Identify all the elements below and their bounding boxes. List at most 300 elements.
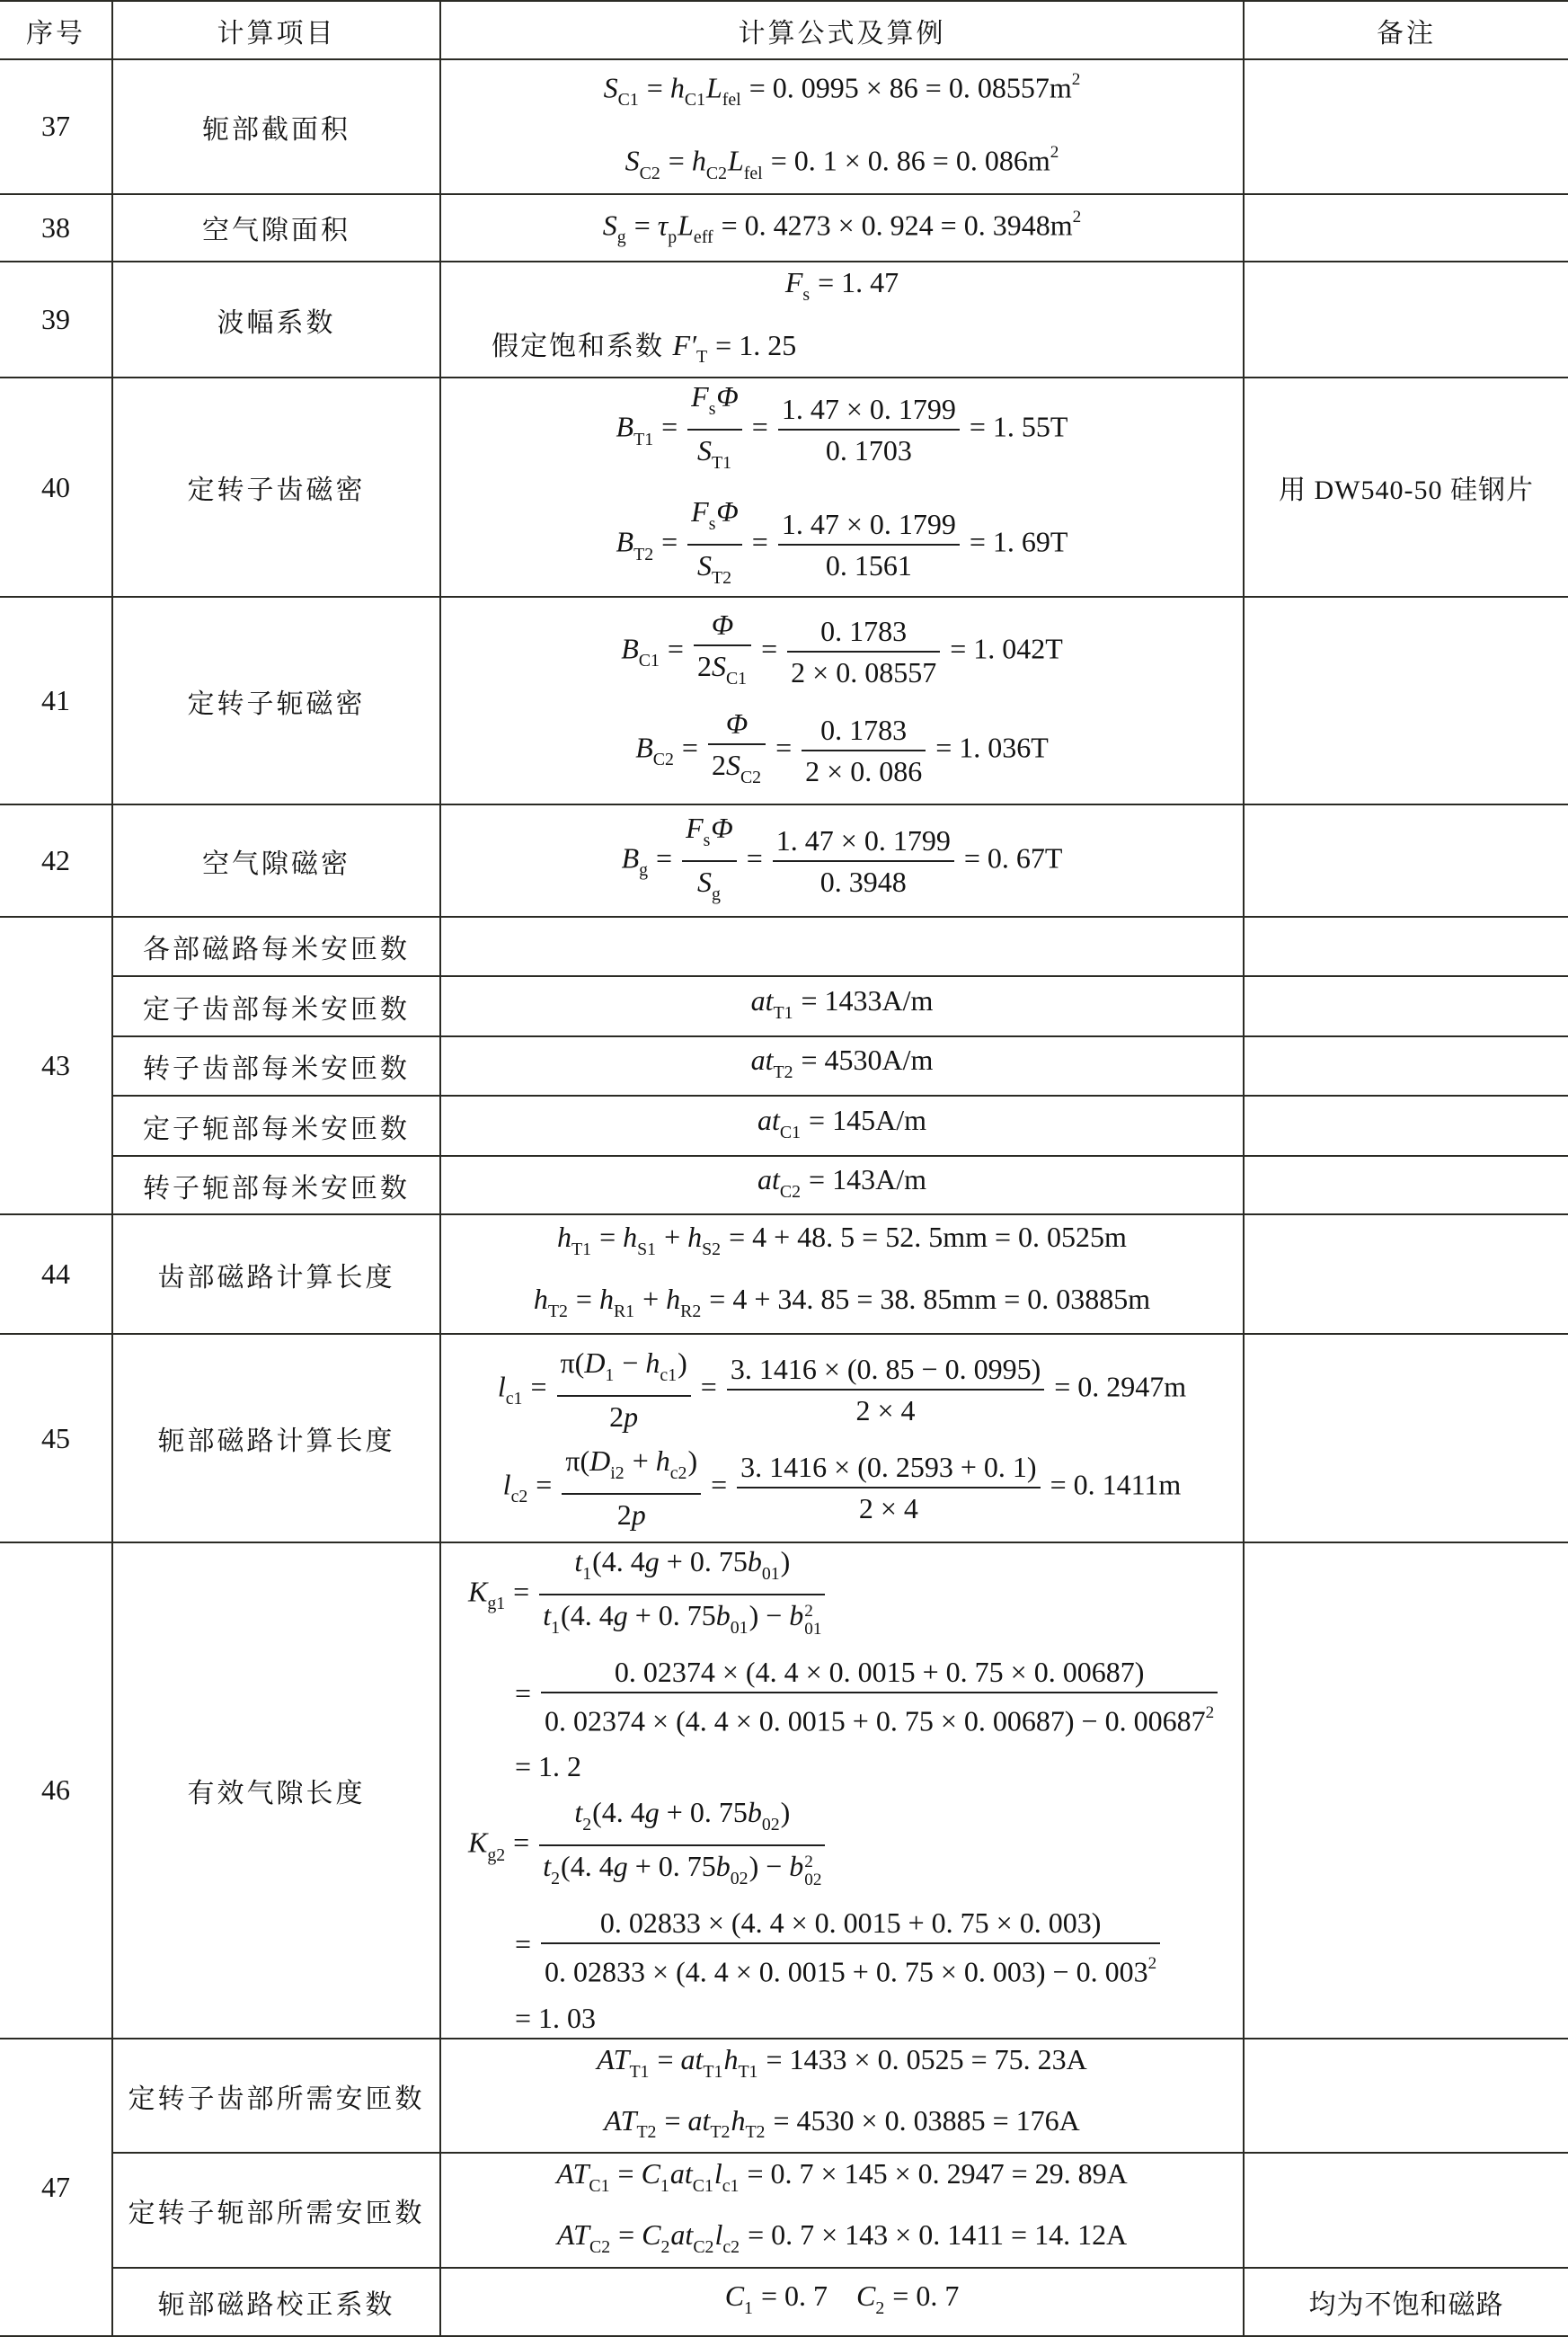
math-variable: h — [645, 1346, 660, 1379]
math-variable: p — [631, 1497, 646, 1531]
formula-cell — [440, 976, 1244, 1036]
math-variable: h — [623, 1221, 638, 1254]
math-variable: h — [691, 144, 706, 177]
subscript: 01 — [804, 1619, 822, 1639]
subscript: C2 — [740, 767, 762, 787]
fraction — [778, 506, 960, 583]
subscript: 02 — [761, 1815, 780, 1835]
subscript: T2 — [710, 2122, 731, 2143]
formula-text: = — [744, 410, 775, 443]
formula-text: + 0. 75 — [659, 1796, 748, 1829]
math-variable: C — [856, 2279, 876, 2313]
formula-text: = — [506, 1575, 537, 1608]
row-number: 37 — [0, 59, 112, 194]
formula-text: = 0. 1411m — [1042, 1467, 1182, 1500]
fraction-numerator — [727, 1351, 1044, 1391]
note-cell — [1244, 1214, 1568, 1334]
formula-text: 1. 47 × 0. 1799 — [781, 508, 956, 541]
item-label: 定子轭部每米安匝数 — [112, 1096, 440, 1156]
subscript: T2 — [636, 2122, 657, 2143]
fraction-numerator — [541, 1905, 1160, 1944]
fraction — [539, 1543, 825, 1646]
math-variable: b — [789, 1599, 804, 1632]
subscript: 1 — [744, 2298, 753, 2319]
formula-text: = — [654, 410, 686, 443]
fraction — [687, 378, 742, 481]
formula-text: 0. 02374 × (4. 4 × 0. 0015 + 0. 75 × 0. 00687) − 0. 00687 — [545, 1704, 1206, 1737]
formula-text: = 1. 55T — [961, 410, 1068, 443]
formula-text: 0. 02833 × (4. 4 × 0. 0015 + 0. 75 × 0. 003) — [599, 1906, 1102, 1940]
subscript: R2 — [680, 1302, 702, 1322]
formula-text: + — [657, 1221, 688, 1254]
formula-text: = 4 + 34. 85 = 38. 85mm = 0. 03885m — [702, 1283, 1151, 1316]
formula-line — [441, 133, 1243, 192]
item-label: 转子轭部每米安匝数 — [112, 1156, 440, 1214]
math-variable: at — [750, 983, 774, 1017]
item-label: 定转子齿部所需安匝数 — [112, 2039, 440, 2154]
table-row — [0, 1036, 1568, 1096]
table-row — [0, 917, 1568, 976]
math-variable: F — [784, 265, 803, 298]
superscript: 2 — [1072, 207, 1082, 227]
subscript: c1 — [505, 1388, 523, 1408]
formula-text: = — [654, 525, 686, 558]
math-variable: B — [616, 525, 634, 558]
subscript: fel — [743, 163, 763, 183]
formula-text: ) — [780, 1796, 791, 1829]
subscript: i2 — [610, 1462, 625, 1483]
math-variable: l — [497, 1370, 506, 1403]
math-variable: t — [543, 1599, 552, 1632]
subscript: T2 — [633, 544, 654, 564]
math-variable: C — [641, 2157, 660, 2190]
table-row — [0, 1334, 1568, 1542]
item-label: 定转子齿磁密 — [112, 378, 440, 597]
formula-line — [441, 2039, 1243, 2092]
formula-line — [441, 1654, 1243, 1738]
fraction — [787, 613, 940, 690]
formula-text: 2 × 4 — [858, 1491, 918, 1524]
formula-text: (4. 4 — [592, 1545, 645, 1578]
superscript: 2 — [804, 1601, 813, 1621]
superscript: 2 — [1071, 70, 1081, 89]
fraction-numerator — [682, 810, 737, 862]
row-number: 44 — [0, 1214, 112, 1334]
formula-text: = 143A/m — [802, 1162, 926, 1195]
formula-text: = — [610, 2157, 642, 2190]
item-label: 定转子轭磁密 — [112, 597, 440, 804]
formula-text: 0. 1783 — [820, 713, 908, 746]
formula-text: 3. 1416 × (0. 85 − 0. 0995) — [730, 1352, 1041, 1385]
fraction-denominator — [541, 1693, 1218, 1738]
fraction-denominator — [773, 862, 954, 900]
math-variable: B — [621, 841, 640, 874]
math-variable: h — [533, 1283, 548, 1316]
row-number: 42 — [0, 804, 112, 917]
fraction-numerator — [541, 1654, 1218, 1693]
math-variable: S — [625, 144, 640, 177]
formula-cell — [440, 2268, 1244, 2336]
subscript: c2 — [510, 1486, 528, 1506]
formula-text: = 0. 4273 × 0. 924 = 0. 3948m — [713, 209, 1073, 242]
note-cell — [1244, 2039, 1568, 2154]
formula-cell — [440, 1036, 1244, 1096]
header-formula-and-example: 计算公式及算例 — [440, 1, 1244, 59]
math-variable: C — [642, 2218, 661, 2252]
subscript: C1 — [692, 2176, 713, 2197]
note-cell — [1244, 1156, 1568, 1214]
row-number: 41 — [0, 597, 112, 804]
formula-text: 0. 1783 — [820, 614, 908, 647]
formula-text: = 0. 0995 × 86 = 0. 08557m — [741, 71, 1072, 104]
subscript: 01 — [761, 1564, 780, 1585]
math-variable: F — [691, 495, 709, 529]
subscript: g1 — [487, 1594, 506, 1614]
math-variable: p — [624, 1400, 639, 1433]
formula-text: = — [657, 2103, 688, 2137]
fraction-denominator — [737, 1488, 1040, 1526]
table-row — [0, 1542, 1568, 2038]
math-variable: at — [757, 1103, 780, 1136]
formula-text: = 145A/m — [802, 1103, 926, 1136]
formula-text: ) — [687, 1444, 698, 1477]
table-row — [0, 194, 1568, 262]
fraction-denominator — [557, 1397, 691, 1435]
formula-text: = — [506, 1826, 537, 1859]
formula-text: + — [625, 1444, 656, 1477]
item-label: 定转子轭部所需安匝数 — [112, 2153, 440, 2268]
math-variable: K — [468, 1575, 488, 1608]
table-row — [0, 59, 1568, 194]
subscript: C2 — [652, 749, 674, 769]
formula-line — [441, 1543, 1243, 1646]
formula-text: 0. 02833 × (4. 4 × 0. 0015 + 0. 75 × 0. 003) − 0. 003 — [545, 1955, 1148, 1988]
table-row — [0, 804, 1568, 917]
subscript: T1 — [571, 1240, 592, 1260]
math-variable: F′ — [672, 328, 697, 361]
note-cell — [1244, 262, 1568, 378]
formula-text: = 0. 67T — [956, 841, 1063, 874]
fraction-numerator — [778, 391, 960, 431]
formula-text: = 4530 × 0. 03885 = 176A — [766, 2103, 1080, 2137]
subscript: 1 — [551, 1618, 561, 1638]
formula-text: = 1433A/m — [793, 983, 934, 1017]
subscript: 02 — [804, 1870, 822, 1889]
formula-text: ) − — [749, 1599, 790, 1632]
subscript: T1 — [703, 2061, 723, 2082]
subscript: p — [668, 227, 678, 248]
fraction — [708, 706, 766, 795]
formula-text: = 1. 25 — [708, 328, 797, 361]
subscript-superscript — [804, 1603, 821, 1639]
fraction-denominator — [778, 546, 960, 583]
formula-text: 1. 47 × 0. 1799 — [781, 393, 956, 426]
math-variable: b — [715, 1850, 731, 1883]
formula-text: ) − — [749, 1850, 790, 1883]
math-variable: at — [669, 2157, 693, 2190]
formula-cell — [440, 1542, 1244, 2038]
math-variable: F — [691, 380, 709, 413]
subscript: T — [696, 347, 708, 368]
subscript: T1 — [711, 453, 731, 474]
math-variable: g — [644, 1545, 660, 1578]
math-variable: at — [670, 2218, 694, 2252]
math-variable: b — [747, 1796, 762, 1829]
math-variable: Φ — [711, 811, 733, 844]
formula-text: = 1. 03 — [515, 2001, 597, 2034]
formula-text: = — [611, 2218, 642, 2252]
formula-text: = — [744, 525, 775, 558]
math-variable: t — [543, 1850, 552, 1883]
fraction — [682, 810, 737, 912]
row-number: 46 — [0, 1542, 112, 2038]
subscript: C2 — [589, 2237, 611, 2258]
subscript: g — [639, 859, 649, 880]
formula-cell — [440, 917, 1244, 976]
formula-text: + 0. 75 — [627, 1850, 716, 1883]
subscript: C2 — [705, 163, 727, 183]
fraction — [687, 493, 742, 596]
formula-text: 2 — [696, 649, 712, 682]
math-variable: AT — [604, 2103, 637, 2137]
math-variable: at — [757, 1162, 780, 1195]
subscript: 1 — [605, 1364, 615, 1385]
formula-text: = 1. 042T — [943, 632, 1063, 665]
math-variable: h — [655, 1444, 670, 1477]
math-variable: D — [589, 1444, 611, 1477]
formula-text: = 0. 7 × 143 × 0. 1411 = 14. 12A — [740, 2218, 1128, 2252]
subscript: g2 — [487, 1844, 506, 1865]
table-row — [0, 976, 1568, 1036]
fraction-denominator — [562, 1495, 701, 1533]
subscript: c2 — [722, 2237, 740, 2258]
subscript: C2 — [693, 2237, 714, 2258]
subscript: C1 — [779, 1122, 802, 1142]
fraction-numerator — [694, 607, 751, 646]
formula-text: ) — [678, 1346, 687, 1379]
row-number: 47 — [0, 2039, 112, 2337]
math-variable: L — [705, 71, 722, 104]
fraction-denominator — [687, 546, 742, 596]
formula-line — [441, 2215, 1243, 2267]
formula-line — [441, 2276, 1243, 2328]
formula-text: = — [523, 1370, 554, 1403]
subscript: g — [616, 227, 626, 248]
subscript: T2 — [547, 1302, 568, 1322]
math-variable: l — [502, 1467, 511, 1500]
formula-text: + 0. 75 — [627, 1599, 716, 1632]
formula-text: = — [704, 1467, 735, 1500]
formula-text: (4. 4 — [592, 1796, 645, 1829]
formula-line — [441, 1794, 1243, 1897]
math-variable: C — [724, 2279, 745, 2313]
formula-text: = — [626, 209, 658, 242]
formula-line — [441, 198, 1243, 257]
formula-text: 0. 3948 — [819, 865, 907, 898]
formula-text: − — [615, 1346, 646, 1379]
subscript: S1 — [637, 1240, 657, 1260]
formula-text: = — [768, 730, 800, 763]
fraction-denominator — [708, 745, 766, 795]
math-variable: D — [584, 1346, 606, 1379]
math-variable: at — [687, 2103, 711, 2137]
subscript: C1 — [617, 90, 639, 111]
row-number: 40 — [0, 378, 112, 597]
fraction — [737, 1449, 1040, 1526]
subscript: 2 — [875, 2298, 885, 2319]
note-cell — [1244, 2153, 1568, 2268]
fraction — [773, 822, 954, 900]
fraction-denominator — [687, 431, 742, 481]
math-variable: g — [613, 1850, 628, 1883]
formula-text: = 0. 7 — [885, 2279, 960, 2313]
header-row — [0, 1, 1568, 59]
math-variable: b — [789, 1850, 804, 1883]
subscript: s — [708, 399, 716, 420]
note-cell — [1244, 1334, 1568, 1542]
formula-text: 2 × 0. 08557 — [791, 655, 937, 689]
math-variable: Φ — [716, 495, 739, 529]
math-variable: K — [468, 1826, 488, 1859]
fraction-numerator — [787, 613, 940, 653]
fraction-numerator — [773, 822, 954, 862]
table-row — [0, 597, 1568, 804]
table-row — [0, 1156, 1568, 1214]
item-label: 齿部磁路计算长度 — [112, 1214, 440, 1334]
formula-line — [441, 1998, 1243, 2038]
formula-text: 0. 02374 × (4. 4 × 0. 0015 + 0. 75 × 0. 00687) — [614, 1656, 1145, 1688]
math-variable: Φ — [711, 608, 734, 641]
fraction-numerator — [562, 1443, 701, 1495]
math-variable: h — [669, 71, 685, 104]
fraction-denominator — [539, 1846, 825, 1897]
superscript: 2 — [1050, 143, 1059, 163]
math-variable: b — [715, 1599, 731, 1632]
subscript: C1 — [589, 2176, 610, 2197]
formula-text: 0. 1703 — [825, 434, 912, 467]
formula-text: = 0. 7 — [753, 2279, 856, 2313]
formula-text: 3. 1416 × (0. 2593 + 0. 1) — [740, 1450, 1037, 1483]
formula-text: = — [754, 632, 785, 665]
subscript: T2 — [773, 1062, 793, 1083]
formula-chinese-text: 假定饱和系数 — [492, 331, 673, 361]
formula-text: = 1. 69T — [961, 525, 1068, 558]
formula-text: = 0. 7 × 145 × 0. 2947 = 29. 89A — [740, 2157, 1128, 2190]
math-variable: F — [686, 811, 704, 844]
fraction — [541, 1905, 1160, 1989]
formula-text: 2 — [711, 748, 726, 781]
formula-line — [441, 1040, 1243, 1092]
formula-line — [441, 493, 1243, 596]
formula-cell — [440, 597, 1244, 804]
formula-text: = — [515, 1927, 539, 1960]
formula-text: π( — [565, 1444, 590, 1477]
header-calculation-item: 计算项目 — [112, 1, 440, 59]
subscript: C1 — [638, 650, 660, 671]
math-variable: h — [731, 2103, 746, 2137]
subscript: S2 — [702, 1240, 722, 1260]
formula-text: = — [592, 1221, 624, 1254]
math-variable: Φ — [716, 380, 739, 413]
superscript: 2 — [1147, 1954, 1157, 1974]
note-cell — [1244, 917, 1568, 976]
fraction-numerator — [778, 506, 960, 546]
formula-cell — [440, 2039, 1244, 2154]
math-variable: L — [678, 209, 694, 242]
fraction-denominator — [778, 431, 960, 468]
formula-text: = 4530A/m — [793, 1044, 934, 1077]
subscript: 1 — [582, 1564, 592, 1585]
note-cell — [1244, 1096, 1568, 1156]
formula-cell — [440, 1096, 1244, 1156]
subscript: s — [703, 830, 711, 850]
math-variable: B — [635, 730, 653, 763]
math-variable: S — [725, 748, 740, 781]
subscript: s — [802, 284, 811, 305]
formula-text: (4. 4 — [561, 1850, 614, 1883]
math-variable: AT — [556, 2218, 589, 2252]
fraction — [802, 712, 926, 789]
fraction — [727, 1351, 1044, 1428]
item-label: 空气隙面积 — [112, 194, 440, 262]
subscript: T1 — [738, 2061, 758, 2082]
formula-line — [441, 810, 1243, 912]
formula-text: (4. 4 — [561, 1599, 614, 1632]
formula-text: = 0. 2947m — [1047, 1370, 1187, 1403]
table-row — [0, 1096, 1568, 1156]
subscript: T2 — [711, 568, 731, 589]
math-variable: S — [696, 549, 712, 582]
math-variable: B — [621, 632, 639, 665]
formula-text: π( — [560, 1346, 585, 1379]
subscript: 2 — [660, 2237, 670, 2258]
note-cell — [1244, 976, 1568, 1036]
formula-text: = — [660, 144, 692, 177]
subscript: C2 — [779, 1181, 802, 1202]
row-number: 39 — [0, 262, 112, 378]
item-label: 波幅系数 — [112, 262, 440, 378]
formula-text: = — [650, 2042, 681, 2075]
formula-text: = — [528, 1467, 560, 1500]
superscript: 2 — [804, 1852, 813, 1871]
formula-line — [441, 1279, 1243, 1331]
formula-text: 0. 1561 — [825, 549, 912, 582]
fraction — [778, 391, 960, 468]
math-variable: g — [613, 1599, 628, 1632]
subscript: C2 — [639, 163, 660, 183]
item-label: 有效气隙长度 — [112, 1542, 440, 2038]
math-variable: at — [680, 2042, 704, 2075]
formula-cell — [440, 1334, 1244, 1542]
math-variable: Φ — [725, 706, 749, 740]
formula-text: = — [515, 1676, 539, 1710]
formula-text: 1. 47 × 0. 1799 — [775, 823, 951, 857]
math-variable: at — [750, 1044, 774, 1077]
fraction-numerator — [687, 378, 742, 431]
math-variable: S — [711, 649, 726, 682]
table-row — [0, 2268, 1568, 2336]
subscript: 2 — [551, 1869, 561, 1889]
item-label: 各部磁路每米安匝数 — [112, 917, 440, 976]
fraction — [562, 1443, 701, 1533]
note-cell: 均为不饱和磁路 — [1244, 2268, 1568, 2336]
math-variable: l — [714, 2218, 723, 2252]
formula-text: 2 × 0. 086 — [805, 754, 923, 787]
formula-line — [441, 1100, 1243, 1152]
formula-text: ) — [780, 1545, 791, 1578]
formula-line — [441, 2154, 1243, 2206]
note-cell — [1244, 1036, 1568, 1096]
